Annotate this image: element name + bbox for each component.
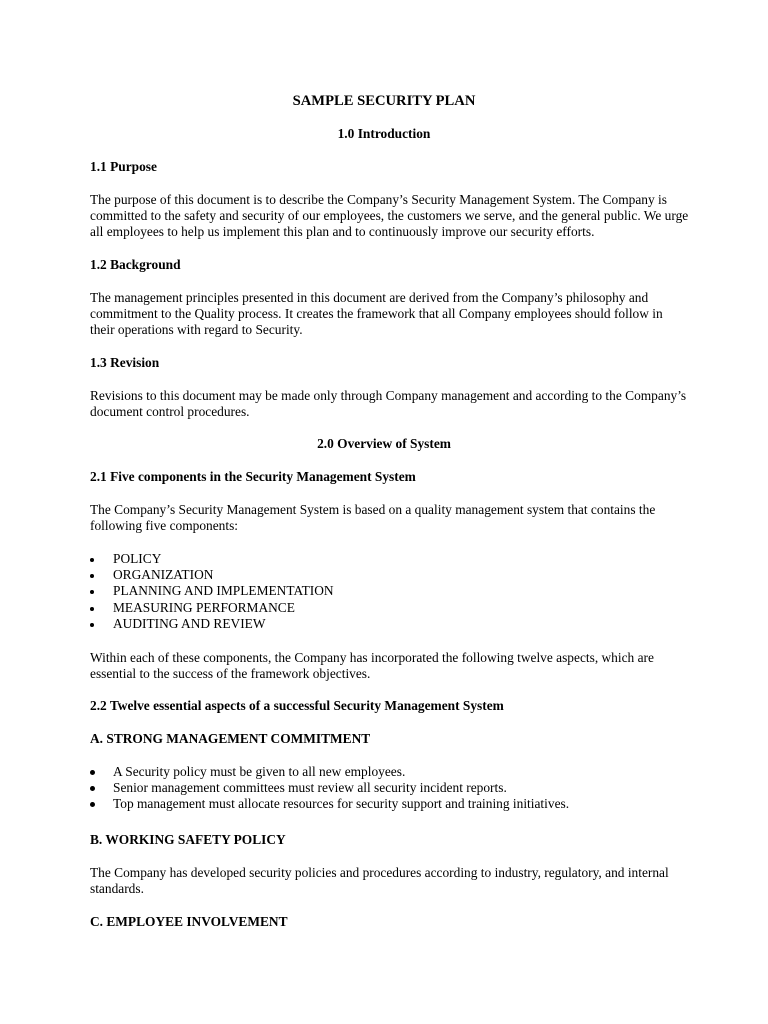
purpose-paragraph: The purpose of this document is to describe the Company’s Security Management System. The Company is committed to the safety and security of our employees, the customers we serve, and the general public. We urge all employees to help us implement this plan and to continuously improve our security efforts. xyxy=(90,192,689,240)
list-item-text: AUDITING AND REVIEW xyxy=(113,615,266,631)
revision-paragraph: Revisions to this document may be made only through Company management and according to the Company’s document control procedures. xyxy=(90,388,687,420)
list-item xyxy=(90,616,334,632)
section-heading-introduction: 1.0 Introduction xyxy=(337,126,431,141)
list-item-text: POLICY xyxy=(113,551,162,566)
list-item xyxy=(90,551,334,567)
subsection-heading-purpose: 1.1 Purpose xyxy=(90,159,157,174)
subsection-heading-background: 1.2 Background xyxy=(90,257,181,272)
list-item-text: Top management must allocate resources for security support and training initiatives. xyxy=(113,796,570,812)
list-item xyxy=(90,764,569,780)
document-title: SAMPLE SECURITY PLAN xyxy=(292,93,476,109)
aspect-heading-b: B. WORKING SAFETY POLICY xyxy=(90,832,286,847)
components-outro-paragraph: Within each of these components, the Company has incorporated the following twelve aspects, which are essential to the success of the framework objectives. xyxy=(90,650,654,682)
subsection-heading-components: 2.1 Five components in the Security Management System xyxy=(90,469,416,484)
list-item-text: MEASURING PERFORMANCE xyxy=(113,599,295,615)
list-item xyxy=(90,780,569,796)
subsection-heading-revision: 1.3 Revision xyxy=(90,355,160,370)
components-list xyxy=(90,551,334,632)
subsection-heading-aspects: 2.2 Twelve essential aspects of a successful Security Management System xyxy=(90,698,504,713)
list-item-text: A Security policy must be given to all new employees. xyxy=(113,764,406,779)
list-item xyxy=(90,583,334,599)
aspect-heading-a: A. STRONG MANAGEMENT COMMITMENT xyxy=(90,731,371,746)
aspect-b-paragraph: The Company has developed security policies and procedures according to industry, regulatory, and internal standards. xyxy=(90,865,669,897)
list-item-text: ORGANIZATION xyxy=(113,567,214,583)
components-intro-paragraph: The Company’s Security Management System is based on a quality management system that contains the following five components: xyxy=(90,502,656,534)
list-item xyxy=(90,796,569,812)
section-heading-overview: 2.0 Overview of System xyxy=(317,436,451,451)
aspect-heading-c: C. EMPLOYEE INVOLVEMENT xyxy=(90,914,288,929)
list-item-text: PLANNING AND IMPLEMENTATION xyxy=(113,583,334,599)
background-paragraph: The management principles presented in this document are derived from the Company’s philosophy and commitment to the Quality process. It creates the framework that all Company employees should follow in their operations with regard to Security. xyxy=(90,290,663,338)
list-item-text: Senior management committees must review all security incident reports. xyxy=(113,780,507,796)
aspect-a-list xyxy=(90,764,569,813)
list-item xyxy=(90,600,334,616)
list-item xyxy=(90,567,334,583)
